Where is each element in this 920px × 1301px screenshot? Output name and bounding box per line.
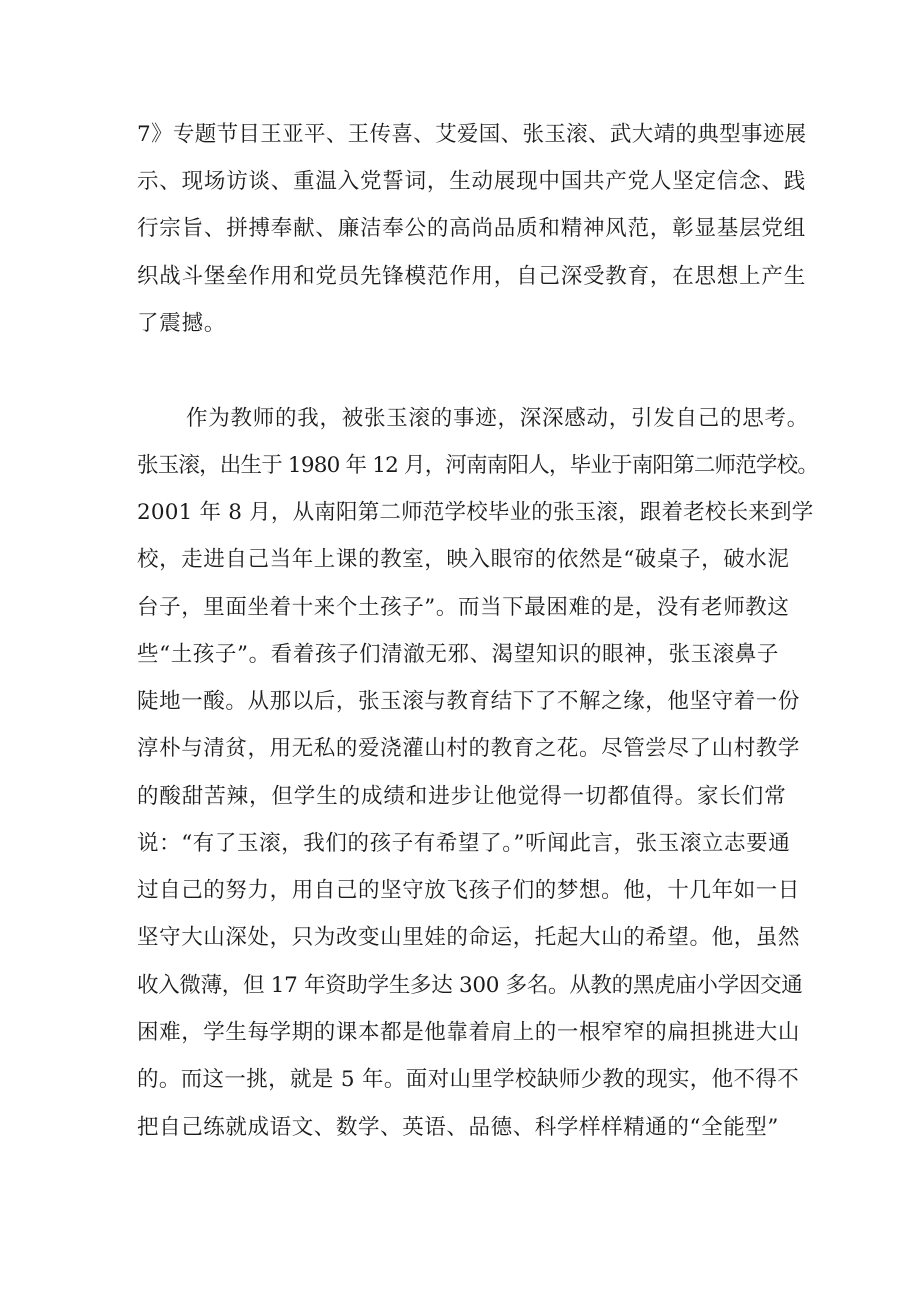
text-line: 张玉滚，出生于 1980 年 12 月，河南南阳人，毕业于南阳第二师范学校。 bbox=[137, 453, 819, 478]
text-line: 校，走进自己当年上课的教室，映入眼帘的依然是“破桌子，破水泥 bbox=[137, 547, 790, 572]
text-line: 作为教师的我，被张玉滚的事迹，深深感动，引发自己的思考。 bbox=[186, 406, 810, 431]
text-line: 了震撼。 bbox=[137, 311, 227, 336]
text-line: 织战斗堡垒作用和党员先锋模范作用，自己深受教育，在思想上产生 bbox=[137, 264, 807, 289]
text-line: 淳朴与清贫，用无私的爱浇灌山村的教育之花。尽管尝尽了山村教学 bbox=[137, 736, 801, 761]
text-line: 的酸甜苦辣，但学生的成绩和进步让他觉得一切都值得。家长们常 bbox=[137, 784, 787, 809]
text-line: 陡地一酸。从那以后，张玉滚与教育结下了不解之缘，他坚守着一份 bbox=[137, 689, 801, 714]
text-line: 行宗旨、拼搏奉献、廉洁奉公的高尚品质和精神风范，彰显基层党组 bbox=[137, 216, 807, 241]
text-line: 7》专题节目王亚平、王传喜、艾爱国、张玉滚、武大靖的典型事迹展 bbox=[137, 122, 807, 147]
text-line: 说：“有了玉滚，我们的孩子有希望了。”听闻此言，张玉滚立志要通 bbox=[137, 831, 791, 856]
text-line: 的。而这一挑，就是 5 年。面对山里学校缺师少教的现实，他不得不 bbox=[137, 1067, 800, 1092]
text-line: 坚守大山深处，只为改变山里娃的命运，托起大山的希望。他，虽然 bbox=[137, 925, 801, 950]
text-line: 困难，学生每学期的课本都是他靠着肩上的一根窄窄的扁担挑进大山 bbox=[137, 1020, 801, 1045]
text-line: 把自己练就成语文、数学、英语、品德、科学样样精通的“全能型” bbox=[137, 1115, 779, 1140]
text-line: 台子，里面坐着十来个土孩子”。而当下最困难的是，没有老师教这 bbox=[137, 595, 790, 620]
text-line: 2001 年 8 月，从南阳第二师范学校毕业的张玉滚，跟着老校长来到学 bbox=[137, 500, 814, 525]
text-line: 示、现场访谈、重温入党誓词，生动展现中国共产党人坚定信念、践 bbox=[137, 169, 807, 194]
text-line: 些“土孩子”。看着孩子们清澈无邪、渴望知识的眼神，张玉滚鼻子 bbox=[137, 642, 779, 667]
text-line: 过自己的努力，用自己的坚守放飞孩子们的梦想。他，十几年如一日 bbox=[137, 878, 801, 903]
text-line: 收入微薄，但 17 年资助学生多达 300 多名。从教的黑虎庙小学因交通 bbox=[137, 973, 803, 998]
